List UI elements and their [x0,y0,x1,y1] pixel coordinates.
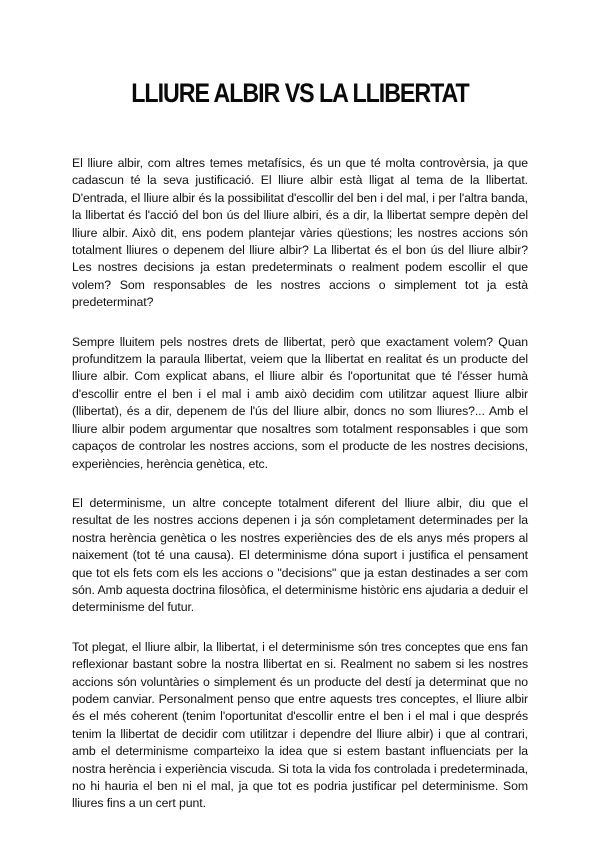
document-body [72,155,528,835]
paragraph-1: El lliure albir, com altres temes metafísics, és un que té molta controvèrsia, ja que cadascun té la seva justificació. El lliure albir està lligat al tema de la llibertat. D'entrada, el lliure albir és la possibilitat d'escollir del ben i del mal, i per l'altra banda, la llibertat és l'acció del bon ús del lliure albiri, és a dir, la llibertat sempre depèn del lliure albir. Això dit, ens podem plantejar vàries qüestions; les nostres accions són totalment lliures o depenem del lliure albir? La llibertat és el bon ús del lliure albir? Les nostres decisions ja estan predeterminats o realment podem escollir el que volem? Som responsables de les nostres accions o simplement tot ja està predeterminat? [72,156,528,310]
paragraph-3: El determinisme, un altre concepte totalment diferent del lliure albir, diu que el resultat de les nostres accions depenen i ja són completament determinades per la nostra herència genètica o les nostres experiències des de els anys més propers al naixement (tot té una causa). El determinisme dóna suport i justifica el pensament que tot els fets com els les accions o "decisions" que ja estan destinades a ser com són. Amb aquesta doctrina filosòfica, el determinisme històric ens ajudaria a deduir el determinisme del futur. [72,495,528,615]
document-title: LLIURE ALBIR VS LA LLIBERTAT [131,78,469,108]
paragraph-4: Tot plegat, el lliure albir, la llibertat, i el determinisme són tres conceptes que ens fan reflexionar bastant sobre la nostra llibertat en si. Realment no sabem si les nostres accions són voluntàries o simplement és un producte del destí ja determinat que no podem canviar. Personalment penso que entre aquests tres conceptes, el lliure albir és el més coherent (tenim l'oportunitat d'escollir entre el ben i el mal i que després tenim la llibertat de decidir com utilitzar i dependre del lliure albir) i que al contrari, amb el determinisme comparteixo la idea que si estem bastant influenciats per la nostra herència i experiència viscuda. Si tota la vida fos controlada i predeterminada, no hi hauria el ben ni el mal, ja que tot es podria justificar pel determinisme. Som lliures fins a un cert punt. [72,639,528,811]
paragraph-2: Sempre lluitem pels nostres drets de llibertat, però que exactament volem? Quan profunditzem la paraula llibertat, veiem que la llibertat en realitat és un producte del lliure albir. Com explicat abans, el lliure albir és l'oportunitat que té l'ésser humà d'escollir entre el ben i el mal i amb això decidim com utilitzar aquest lliure albir (llibertat), és a dir, depenem de l'ús del lliure albir, doncs no som lliures?... Amb el lliure albir podem argumentar que nosaltres som totalment responsables i que som capaços de controlar les nostres accions, som el producte de les nostres decisions, experiències, herència genètica, etc. [72,334,528,471]
